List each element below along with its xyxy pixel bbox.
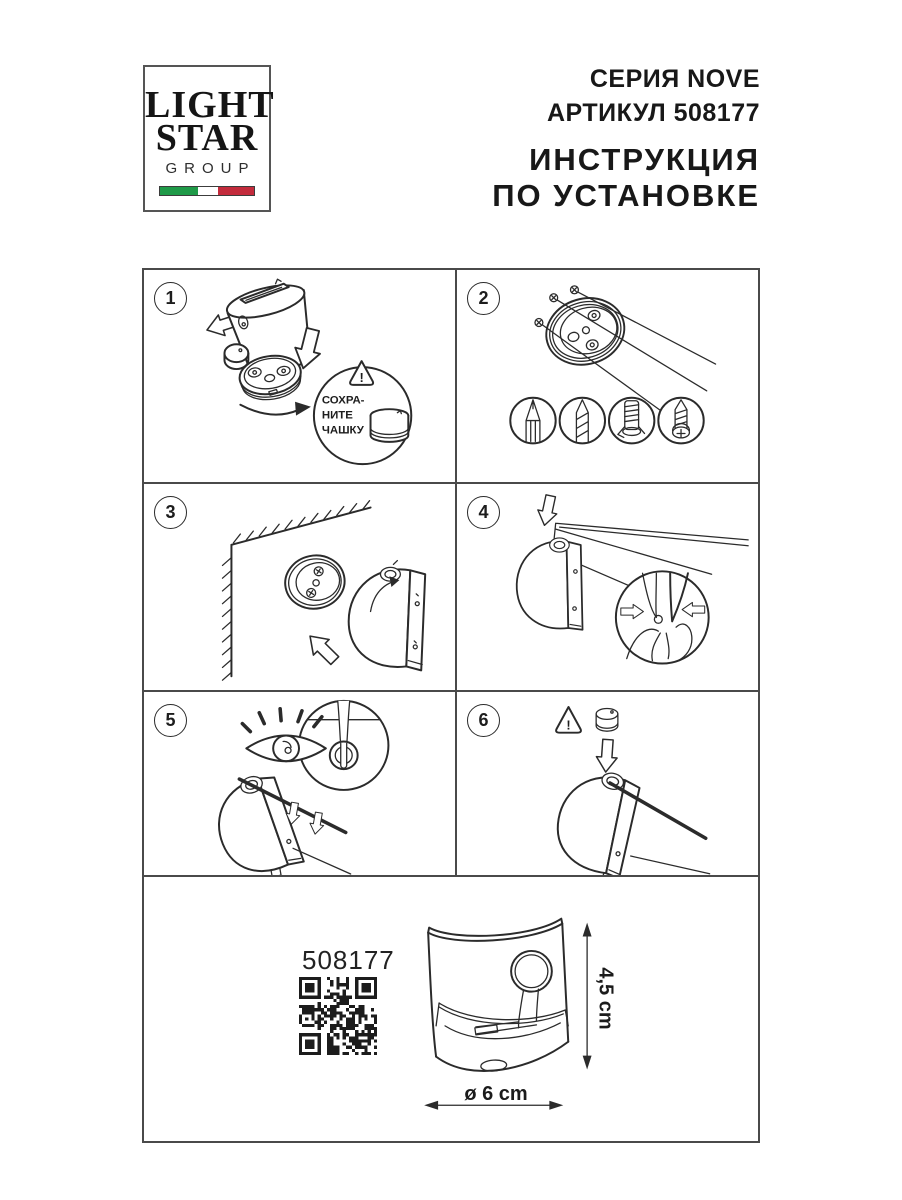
svg-text:!: !: [566, 717, 571, 733]
step-4-panel: [457, 484, 758, 690]
drill-bit-icon: [560, 398, 605, 444]
height-dimension-label: 4,5 cm: [594, 967, 617, 1030]
wall-plug-icon: [609, 398, 654, 444]
cable-line: [631, 856, 710, 874]
step-1-illustration: [144, 270, 455, 482]
lamp-body: [517, 538, 583, 630]
doc-title-line1: ИНСТРУКЦИЯ: [529, 142, 760, 177]
step-2-panel: [457, 270, 758, 482]
screw: [570, 286, 578, 294]
flag-green: [160, 187, 198, 195]
arrow-push-icon: [302, 628, 342, 668]
step-4-number: 4: [467, 496, 500, 529]
step-6-number: 6: [467, 704, 500, 737]
step-6-panel: [457, 692, 758, 875]
step-5-panel: [144, 692, 455, 875]
logo-line2: STAR: [155, 117, 259, 159]
logo-line1: LIGHT: [145, 84, 275, 126]
mounting-plate: [280, 550, 349, 614]
flag-white: [198, 187, 219, 195]
lamp-body: [547, 763, 644, 875]
step-3-panel: [144, 484, 455, 690]
warning-triangle-icon: [556, 707, 581, 733]
cable-ring: [511, 951, 552, 992]
lamp-body: [349, 561, 426, 671]
cup-icon: [371, 409, 409, 442]
header-titles: [492, 62, 760, 214]
knob: [224, 344, 248, 369]
arrow-down-icon: [535, 494, 560, 528]
doc-title-line2: ПО УСТАНОВКЕ: [492, 178, 760, 213]
step-6-illustration: [457, 692, 758, 875]
step-1-number: 1: [154, 282, 187, 315]
step-4-illustration: [457, 484, 758, 690]
lamp-product-outline: [428, 919, 568, 1072]
step-5-illustration: [144, 692, 455, 875]
diameter-dimension-label: ø 6 cm: [464, 1083, 528, 1105]
height-dimension: [583, 923, 592, 1070]
series-label: СЕРИЯ NOVE: [589, 65, 760, 93]
press-inset: [616, 571, 709, 663]
step-2-number: 2: [467, 282, 500, 315]
note-line: СОХРА-: [321, 394, 365, 407]
note-keep-cup: [314, 361, 411, 464]
rotate-arrow-icon: [240, 405, 299, 415]
product-article-number: 508177: [302, 945, 395, 975]
arrow-down-icon: [595, 739, 618, 773]
glass-clamp: [550, 538, 570, 552]
screw-icon: [658, 398, 703, 444]
screw: [535, 319, 543, 327]
step-1-panel: [144, 270, 455, 482]
step-5-number: 5: [154, 704, 187, 737]
note-line: НИТЕ: [321, 409, 353, 422]
flag-red: [218, 187, 254, 195]
screw: [550, 294, 558, 302]
product-panel: [144, 877, 758, 1141]
lightstar-logo: [143, 65, 275, 212]
step-2-illustration: [457, 270, 758, 482]
step-3-number: 3: [154, 496, 187, 529]
cup-icon: [596, 708, 618, 731]
italian-flag-icon: [159, 186, 255, 196]
step-3-illustration: [144, 484, 455, 690]
article-label: АРТИКУЛ 508177: [546, 99, 760, 127]
rotate-arrow-head: [295, 402, 311, 416]
steps-grid: [142, 268, 760, 1143]
svg-text:!: !: [359, 369, 364, 385]
note-line: ЧАШКУ: [321, 424, 364, 437]
logo-line3: GROUP: [165, 160, 256, 177]
pencil-icon: [510, 398, 555, 444]
